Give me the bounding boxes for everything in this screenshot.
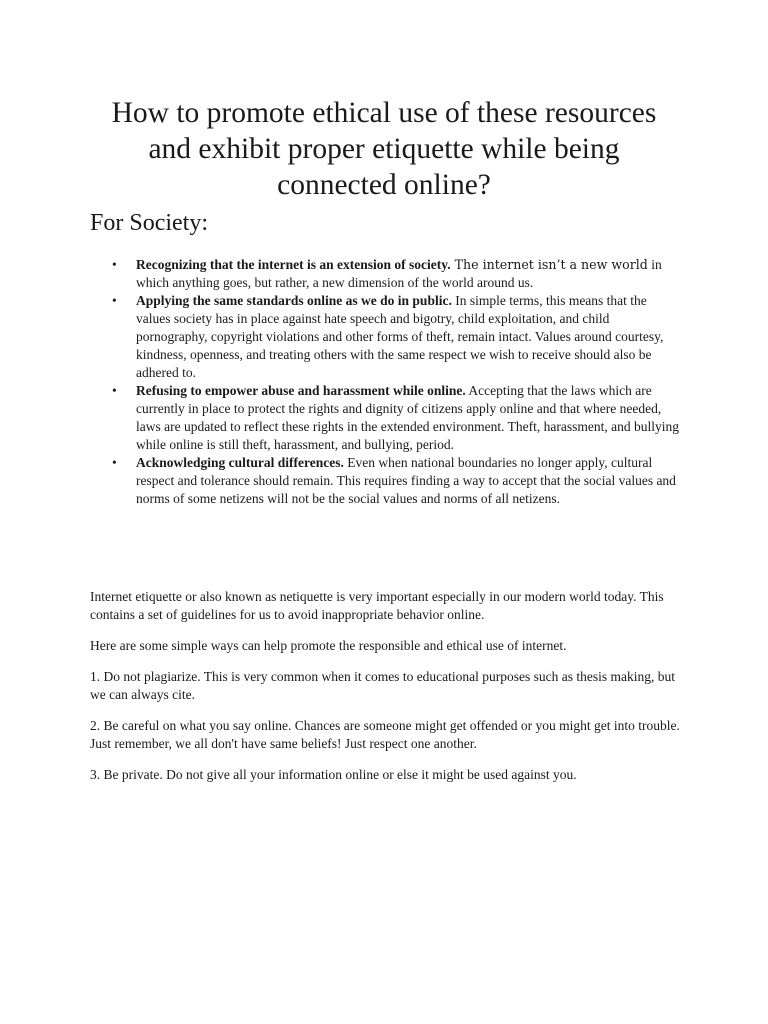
bullet-lead: Refusing to empower abuse and harassment while online. [136, 383, 466, 398]
bullet-item-extension [90, 256, 680, 292]
bullet-lead: Acknowledging cultural differences. [136, 455, 344, 470]
bullet-item-abuse [90, 382, 680, 454]
bullet-icon: • [112, 257, 117, 272]
bullet-icon: • [112, 455, 117, 470]
bullet-text: Accepting that the laws which are currently in place to protect the rights and dignity of citizens apply online and that where needed, laws are updated to reflect these rights in the extended environment. Theft, harassment, and bullying while online is still theft, harassment, and bullying, period. [136, 383, 679, 452]
bullet-text: in which anything goes, but rather, a new dimension of the world around us. [136, 257, 662, 290]
bullet-text: Even when national boundaries no longer apply, cultural respect and tolerance should remain. This requires finding a way to accept that the social values and norms of some netizens will not be the social values and norms of all netizens. [136, 455, 676, 506]
paragraph-tip-3: 3. Be private. Do not give all your information online or else it might be used against you. [90, 767, 577, 782]
paragraph-ways: Here are some simple ways can help promote the responsible and ethical use of internet. [90, 638, 567, 653]
bullet-icon: • [112, 383, 117, 398]
page-title: How to promote ethical use of these resources and exhibit proper etiquette while being connected online? [111, 97, 657, 201]
section-heading: For Society: [90, 210, 208, 236]
bullet-icon: • [112, 293, 117, 308]
bullet-text-alt: The internet isn’t a new world [450, 257, 648, 272]
bullet-lead: Recognizing that the internet is an extension of society. [136, 257, 451, 272]
netiquette-section [90, 588, 680, 797]
paragraph-intro: Internet etiquette or also known as netiquette is very important especially in our modern world today. This contains a set of guidelines for us to avoid inappropriate behavior online. [90, 589, 664, 622]
paragraph-tip-1: 1. Do not plagiarize. This is very common when it comes to educational purposes such as thesis making, but we can always cite. [90, 669, 676, 702]
bullet-text: In simple terms, this means that the values society has in place against hate speech and bigotry, child exploitation, and child pornography, copyright violations and other forms of theft, remain intact. Values around courtesy, kindness, openness, and treating others with the same respect we wish to receive should also be adhered to. [136, 293, 664, 380]
bullet-item-cultural [90, 454, 680, 508]
bullet-item-standards [90, 292, 680, 382]
bullet-lead: Applying the same standards online as we do in public. [136, 293, 452, 308]
paragraph-tip-2: 2. Be careful on what you say online. Chances are someone might get offended or you might get into trouble. Just remember, we all don't have same beliefs! Just respect one another. [90, 718, 680, 751]
society-bullet-list [90, 256, 680, 508]
